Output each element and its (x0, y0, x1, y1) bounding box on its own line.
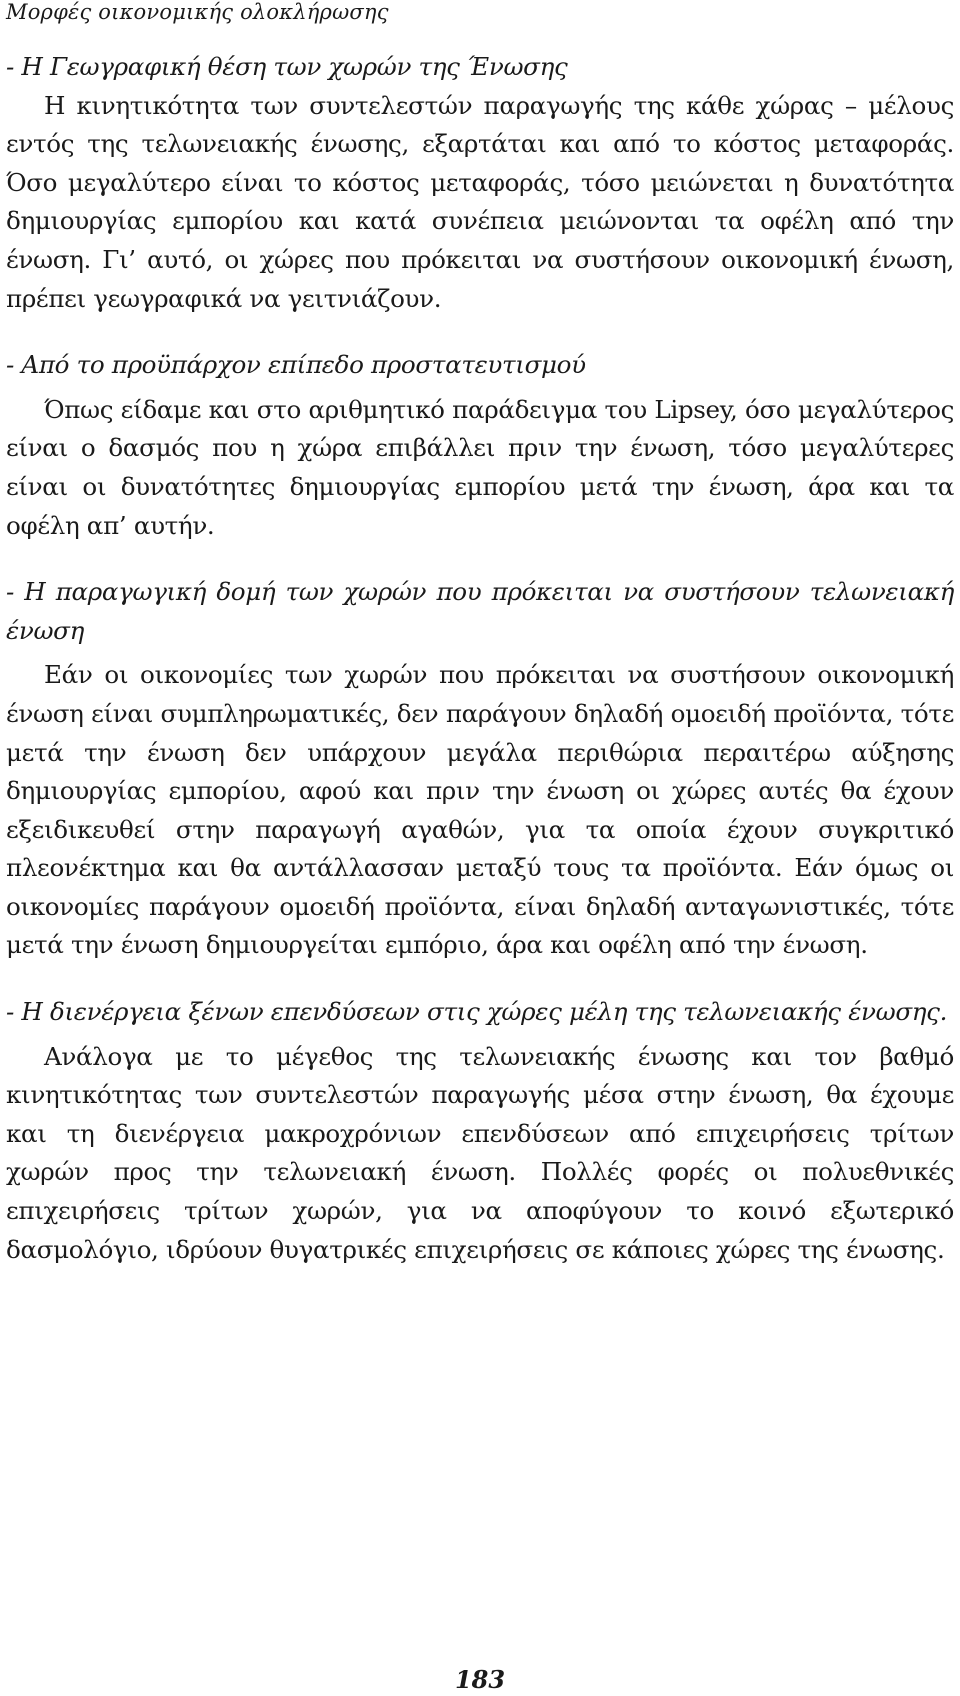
section-heading-production-structure: - Η παραγωγική δομή των χωρών που πρόκειται να συστήσουν τελωνειακή ένωση (6, 577, 954, 645)
section-heading-geography: - Η Γεωγραφική θέση των χωρών της Ένωσης (6, 52, 568, 81)
section-heading-foreign-investment: - Η διενέργεια ξένων επενδύσεων στις χώρες μέλη της τελωνειακής ένωσης. (6, 997, 948, 1027)
section-paragraph-geography: Η κινητικότητα των συντελεστών παραγωγής της κάθε χώρας – μέλους εντός της τελωνειακής ένωσης, εξαρτάται και από το κόστος μεταφοράς. Όσο μεγαλύτερο είναι το κόστος μεταφοράς, τόσο μειώνεται η δυνατότητα δημιουργίας εμπορίου και κατά συνέπεια μειώνονται τα οφέλη από την ένωση. Γι’ αυτό, οι χώρες που πρόκειται να συστήσουν οικονομική ένωση, πρέπει γεωγραφικά να γειτνιάζουν. (6, 90, 954, 313)
section-paragraph-foreign-investment: Ανάλογα με το μέγεθος της τελωνειακής ένωσης και τον βαθμό κινητικότητας των συντελεστών παραγωγής μέσα στην ένωση, θα έχουμε και τη διενέργεια μακροχρόνιων επενδύσεων από επιχειρήσεις τρίτων χωρών προς την τελωνειακή ένωση. Πολλές φορές οι πολυεθνικές επιχειρήσεις τρίτων χωρών, για να αποφύγουν το κοινό εξωτερικό δασμολόγιο, ιδρύουν θυγατρικές επιχειρήσεις σε κάποιες χώρες της ένωσης. (6, 1041, 954, 1264)
section-paragraph-protectionism: Όπως είδαμε και στο αριθμητικό παράδειγμα του Lipsey, όσο μεγαλύτερος είναι ο δασμός που η χώρα επιβάλλει πριν την ένωση, τόσο μεγαλύτερες είναι οι δυνατότητες δημιουργίας εμπορίου μετά την ένωση, άρα και τα οφέλη απ’ αυτήν. (6, 394, 954, 540)
section-heading-protectionism: - Από το προϋπάρχον επίπεδο προστατευτισμού (6, 350, 586, 380)
page-number: 183 (454, 1665, 506, 1694)
running-head: Μορφές οικονομικής ολοκλήρωσης (6, 0, 389, 24)
section-paragraph-production-structure: Εάν οι οικονομίες των χωρών που πρόκειται να συστήσουν οικονομική ένωση είναι συμπληρωματικές, δεν παράγουν δηλαδή ομοειδή προϊόντα, τότε μετά την ένωση δεν υπάρχουν μεγάλα περιθώρια περαιτέρω αύξησης δημιουργίας εμπορίου, αφού και πριν την ένωση οι χώρες αυτές θα έχουν εξειδικευθεί στην παραγωγή αγαθών, για τα οποία έχουν συγκριτικό πλεονέκτημα και θα αντάλλασσαν μεταξύ τους τα προϊόντα. Εάν όμως οι οικονομίες παράγουν ομοειδή προϊόντα, είναι δηλαδή ανταγωνιστικές, τότε μετά την ένωση δημιουργείται εμπόριο, άρα και οφέλη από την ένωση. (6, 660, 954, 960)
page-body (6, 48, 954, 1269)
